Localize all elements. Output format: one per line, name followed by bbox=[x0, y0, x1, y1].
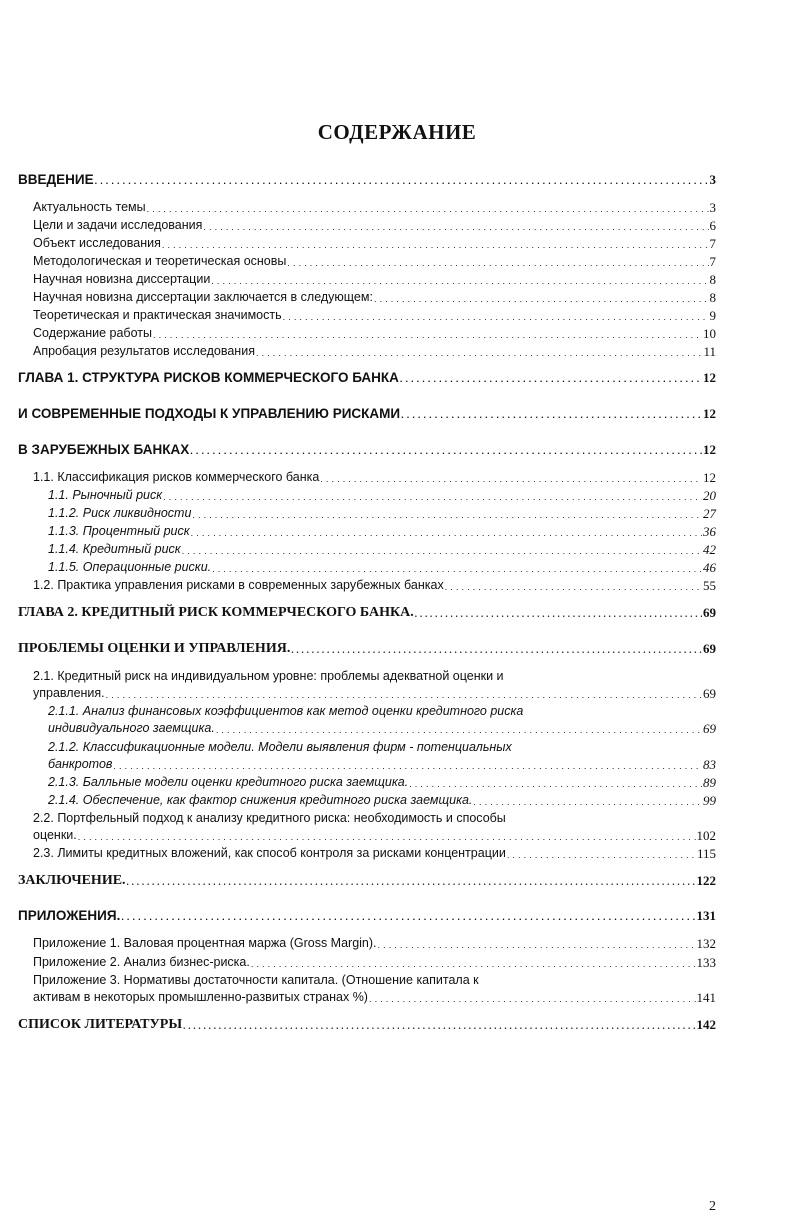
toc-dot-leader bbox=[95, 175, 709, 187]
toc-page-number: 8 bbox=[709, 290, 716, 305]
toc-entry[interactable] bbox=[33, 828, 716, 843]
toc-entry[interactable] bbox=[33, 308, 716, 323]
toc-dot-leader bbox=[473, 796, 702, 808]
toc-entry-text: Теоретическая и практическая значимость bbox=[33, 308, 282, 322]
toc-entry-text: 1.1.2. Риск ликвидности bbox=[48, 506, 192, 520]
toc-page-number: 12 bbox=[703, 370, 716, 385]
toc-page-number: 36 bbox=[703, 524, 716, 539]
toc-page-number: 3 bbox=[709, 172, 716, 187]
toc-entry[interactable] bbox=[33, 200, 716, 215]
toc-entry-text: ПРИЛОЖЕНИЯ. bbox=[18, 908, 121, 923]
toc-dot-leader bbox=[374, 293, 709, 305]
toc-page-number: 12 bbox=[703, 406, 716, 421]
toc-entry[interactable] bbox=[33, 470, 716, 485]
toc-page-number: 6 bbox=[709, 218, 716, 233]
toc-entry-text-first-line: 2.1.2. Классификационные модели. Модели выявления фирм - потенциальных bbox=[48, 740, 512, 754]
toc-dot-leader bbox=[251, 958, 696, 970]
toc-page-number: 10 bbox=[703, 326, 716, 341]
toc-page-number: 132 bbox=[696, 936, 716, 951]
toc-page-number: 89 bbox=[703, 775, 716, 790]
toc-entry-appendices[interactable] bbox=[18, 908, 716, 923]
toc-dot-leader bbox=[401, 409, 702, 421]
toc-entry-text: активам в некоторых промышленно-развитых странах %) bbox=[33, 990, 368, 1004]
toc-page-number: 12 bbox=[703, 442, 716, 457]
toc-dot-leader bbox=[106, 689, 702, 701]
toc-entry-text: 2.3. Лимиты кредитных вложений, как способ контроля за рисками концентрации bbox=[33, 846, 506, 860]
toc-entry-text: 1.1. Классификация рисков коммерческого банка bbox=[33, 470, 320, 484]
toc-page-number: 99 bbox=[703, 793, 716, 808]
toc-entry-text-first-line: 2.1. Кредитный риск на индивидуальном уровне: проблемы адекватной оценки и bbox=[33, 669, 504, 683]
toc-entry[interactable] bbox=[48, 488, 716, 503]
toc-entry-text: ГЛАВА 1. СТРУКТУРА РИСКОВ КОММЕРЧЕСКОГО БАНКА bbox=[18, 370, 399, 385]
toc-entry-text: Объект исследования bbox=[33, 236, 161, 250]
toc-entry[interactable] bbox=[33, 236, 716, 251]
toc-dot-leader bbox=[211, 275, 708, 287]
toc-page-number: 11 bbox=[703, 344, 716, 359]
toc-entry[interactable] bbox=[48, 721, 716, 736]
toc-dot-leader bbox=[369, 993, 696, 1005]
toc-page-number: 115 bbox=[696, 846, 716, 861]
toc-entry[interactable] bbox=[33, 272, 716, 287]
toc-dot-leader bbox=[183, 1020, 695, 1032]
toc-dot-leader bbox=[287, 257, 708, 269]
toc-entry-text: банкротов bbox=[48, 757, 113, 771]
toc-dot-leader bbox=[162, 239, 709, 251]
toc-page-number: 131 bbox=[696, 908, 716, 923]
toc-dot-leader bbox=[212, 563, 702, 575]
toc-dot-leader bbox=[378, 939, 696, 951]
page-title: СОДЕРЖАНИЕ bbox=[317, 120, 477, 144]
toc-entry-text: оценки. bbox=[33, 828, 77, 842]
toc-page-number: 3 bbox=[709, 200, 716, 215]
toc-page-number: 12 bbox=[703, 470, 716, 485]
toc-dot-leader bbox=[182, 545, 702, 557]
toc-entry-introduction[interactable] bbox=[18, 172, 716, 187]
toc-dot-leader bbox=[113, 760, 702, 772]
toc-page-number: 69 bbox=[703, 721, 716, 736]
toc-entry[interactable] bbox=[48, 793, 716, 808]
toc-entry[interactable] bbox=[48, 560, 716, 575]
toc-entry[interactable] bbox=[33, 846, 716, 861]
toc-dot-leader bbox=[320, 473, 702, 485]
toc-entry[interactable] bbox=[33, 290, 716, 305]
toc-entry-text: 1.1. Рыночный риск bbox=[48, 488, 163, 502]
toc-entry-text: В ЗАРУБЕЖНЫХ БАНКАХ bbox=[18, 442, 190, 457]
toc-dot-leader bbox=[507, 849, 696, 861]
toc-entry-text: Приложение 2. Анализ бизнес-риска. bbox=[33, 955, 250, 969]
toc-entry[interactable] bbox=[48, 542, 716, 557]
toc-page-number: 122 bbox=[696, 873, 716, 888]
toc-page-number: 42 bbox=[703, 542, 716, 557]
toc-entry[interactable] bbox=[48, 506, 716, 521]
toc-entry[interactable] bbox=[33, 955, 716, 970]
toc-page-number: 46 bbox=[703, 560, 716, 575]
toc-entry-text: Актуальность темы bbox=[33, 200, 146, 214]
toc-entry-text: 1.1.5. Операционные риски. bbox=[48, 560, 212, 574]
toc-dot-leader bbox=[283, 311, 709, 323]
toc-dot-leader bbox=[147, 203, 709, 215]
toc-dot-leader bbox=[127, 876, 696, 888]
toc-entry-text: Цели и задачи исследования bbox=[33, 218, 203, 232]
toc-entry-text: управления. bbox=[33, 686, 105, 700]
toc-dot-leader bbox=[216, 724, 702, 736]
toc-dot-leader bbox=[121, 911, 695, 923]
toc-page-number: 133 bbox=[696, 955, 716, 970]
toc-entry-text: 2.1.4. Обеспечение, как фактор снижения кредитного риска заемщика. bbox=[48, 793, 473, 807]
toc-page-number: 69 bbox=[703, 686, 716, 701]
toc-page-number: 83 bbox=[703, 757, 716, 772]
toc-page-number: 69 bbox=[703, 605, 716, 620]
toc-entry-text: Приложение 1. Валовая процентная маржа (Gross Margin). bbox=[33, 936, 377, 950]
toc-entry-text: 1.2. Практика управления рисками в современных зарубежных банках bbox=[33, 578, 444, 592]
toc-entry-text: Апробация результатов исследования bbox=[33, 344, 255, 358]
toc-page-number: 7 bbox=[709, 254, 716, 269]
toc-page-number: 142 bbox=[696, 1017, 716, 1032]
toc-entry-text: Научная новизна диссертации bbox=[33, 272, 211, 286]
toc-entry-text: И СОВРЕМЕННЫЕ ПОДХОДЫ К УПРАВЛЕНИЮ РИСКАМИ bbox=[18, 406, 401, 421]
toc-page-number: 102 bbox=[696, 828, 716, 843]
toc-entry-chapter-2[interactable] bbox=[18, 605, 716, 620]
toc-page-number: 141 bbox=[696, 990, 716, 1005]
toc-entry-bibliography[interactable] bbox=[18, 1017, 716, 1032]
toc-entry-text-first-line: 2.1.1. Анализ финансовых коэффициентов как метод оценки кредитного риска bbox=[48, 704, 524, 718]
toc-dot-leader bbox=[256, 347, 703, 359]
toc-page-number: 7 bbox=[709, 236, 716, 251]
toc-entry-text: ВВЕДЕНИЕ bbox=[18, 172, 94, 187]
toc-entry-text: 1.1.3. Процентный риск bbox=[48, 524, 190, 538]
toc-entry[interactable] bbox=[33, 218, 716, 233]
toc-entry-text: Содержание работы bbox=[33, 326, 152, 340]
toc-page-number: 69 bbox=[703, 641, 716, 656]
toc-entry-chapter-1-cont[interactable] bbox=[18, 406, 716, 421]
toc-entry-text: Научная новизна диссертации заключается в следующем: bbox=[33, 290, 373, 304]
toc-dot-leader bbox=[291, 644, 702, 656]
toc-dot-leader bbox=[153, 329, 702, 341]
toc-entry-text: СПИСОК ЛИТЕРАТУРЫ bbox=[18, 1017, 183, 1032]
toc-entry-text: ЗАКЛЮЧЕНИЕ. bbox=[18, 873, 126, 888]
toc-entry-text: Методологическая и теоретическая основы bbox=[33, 254, 287, 268]
toc-page-number: 55 bbox=[703, 578, 716, 593]
toc-entry-text: 1.1.4. Кредитный риск bbox=[48, 542, 181, 556]
toc-entry[interactable] bbox=[48, 524, 716, 539]
toc-entry[interactable] bbox=[33, 686, 716, 701]
toc-entry-text: индивидуального заемщика. bbox=[48, 721, 215, 735]
toc-page-number: 9 bbox=[709, 308, 716, 323]
toc-entry[interactable] bbox=[33, 578, 716, 593]
toc-entry[interactable] bbox=[33, 344, 716, 359]
page-number: 2 bbox=[709, 1199, 716, 1214]
toc-dot-leader bbox=[190, 445, 702, 457]
toc-page-number: 27 bbox=[703, 506, 716, 521]
toc-dot-leader bbox=[445, 581, 702, 593]
toc-entry-chapter-2-cont[interactable] bbox=[18, 641, 716, 656]
toc-dot-leader bbox=[163, 491, 702, 503]
toc-entry-text-first-line: 2.2. Портфельный подход к анализу кредитного риска: необходимость и способы bbox=[33, 811, 506, 825]
toc-entry-text: ГЛАВА 2. КРЕДИТНЫЙ РИСК КОММЕРЧЕСКОГО БАНКА. bbox=[18, 605, 414, 620]
toc-entry-chapter-1-cont2[interactable] bbox=[18, 442, 716, 457]
toc-entry[interactable] bbox=[48, 757, 716, 772]
toc-entry-conclusion[interactable] bbox=[18, 873, 716, 888]
toc-entry[interactable] bbox=[33, 326, 716, 341]
toc-entry-text-first-line: Приложение 3. Нормативы достаточности капитала. (Отношение капитала к bbox=[33, 973, 479, 987]
toc-entry-chapter-1[interactable] bbox=[18, 370, 716, 385]
toc-entry[interactable] bbox=[33, 254, 716, 269]
toc-dot-leader bbox=[78, 831, 696, 843]
toc-dot-leader bbox=[415, 608, 702, 620]
toc-dot-leader bbox=[203, 221, 708, 233]
toc-entry-text: ПРОБЛЕМЫ ОЦЕНКИ И УПРАВЛЕНИЯ. bbox=[18, 641, 291, 656]
toc-dot-leader bbox=[191, 527, 702, 539]
toc-entry[interactable] bbox=[48, 775, 716, 790]
toc-page-number: 8 bbox=[709, 272, 716, 287]
toc-entry[interactable] bbox=[33, 936, 716, 951]
toc-dot-leader bbox=[400, 373, 702, 385]
toc-dot-leader bbox=[409, 778, 702, 790]
toc-entry-text: 2.1.3. Балльные модели оценки кредитного риска заемщика. bbox=[48, 775, 409, 789]
toc-entry[interactable] bbox=[33, 990, 716, 1005]
toc-page-number: 20 bbox=[703, 488, 716, 503]
toc-dot-leader bbox=[192, 509, 702, 521]
